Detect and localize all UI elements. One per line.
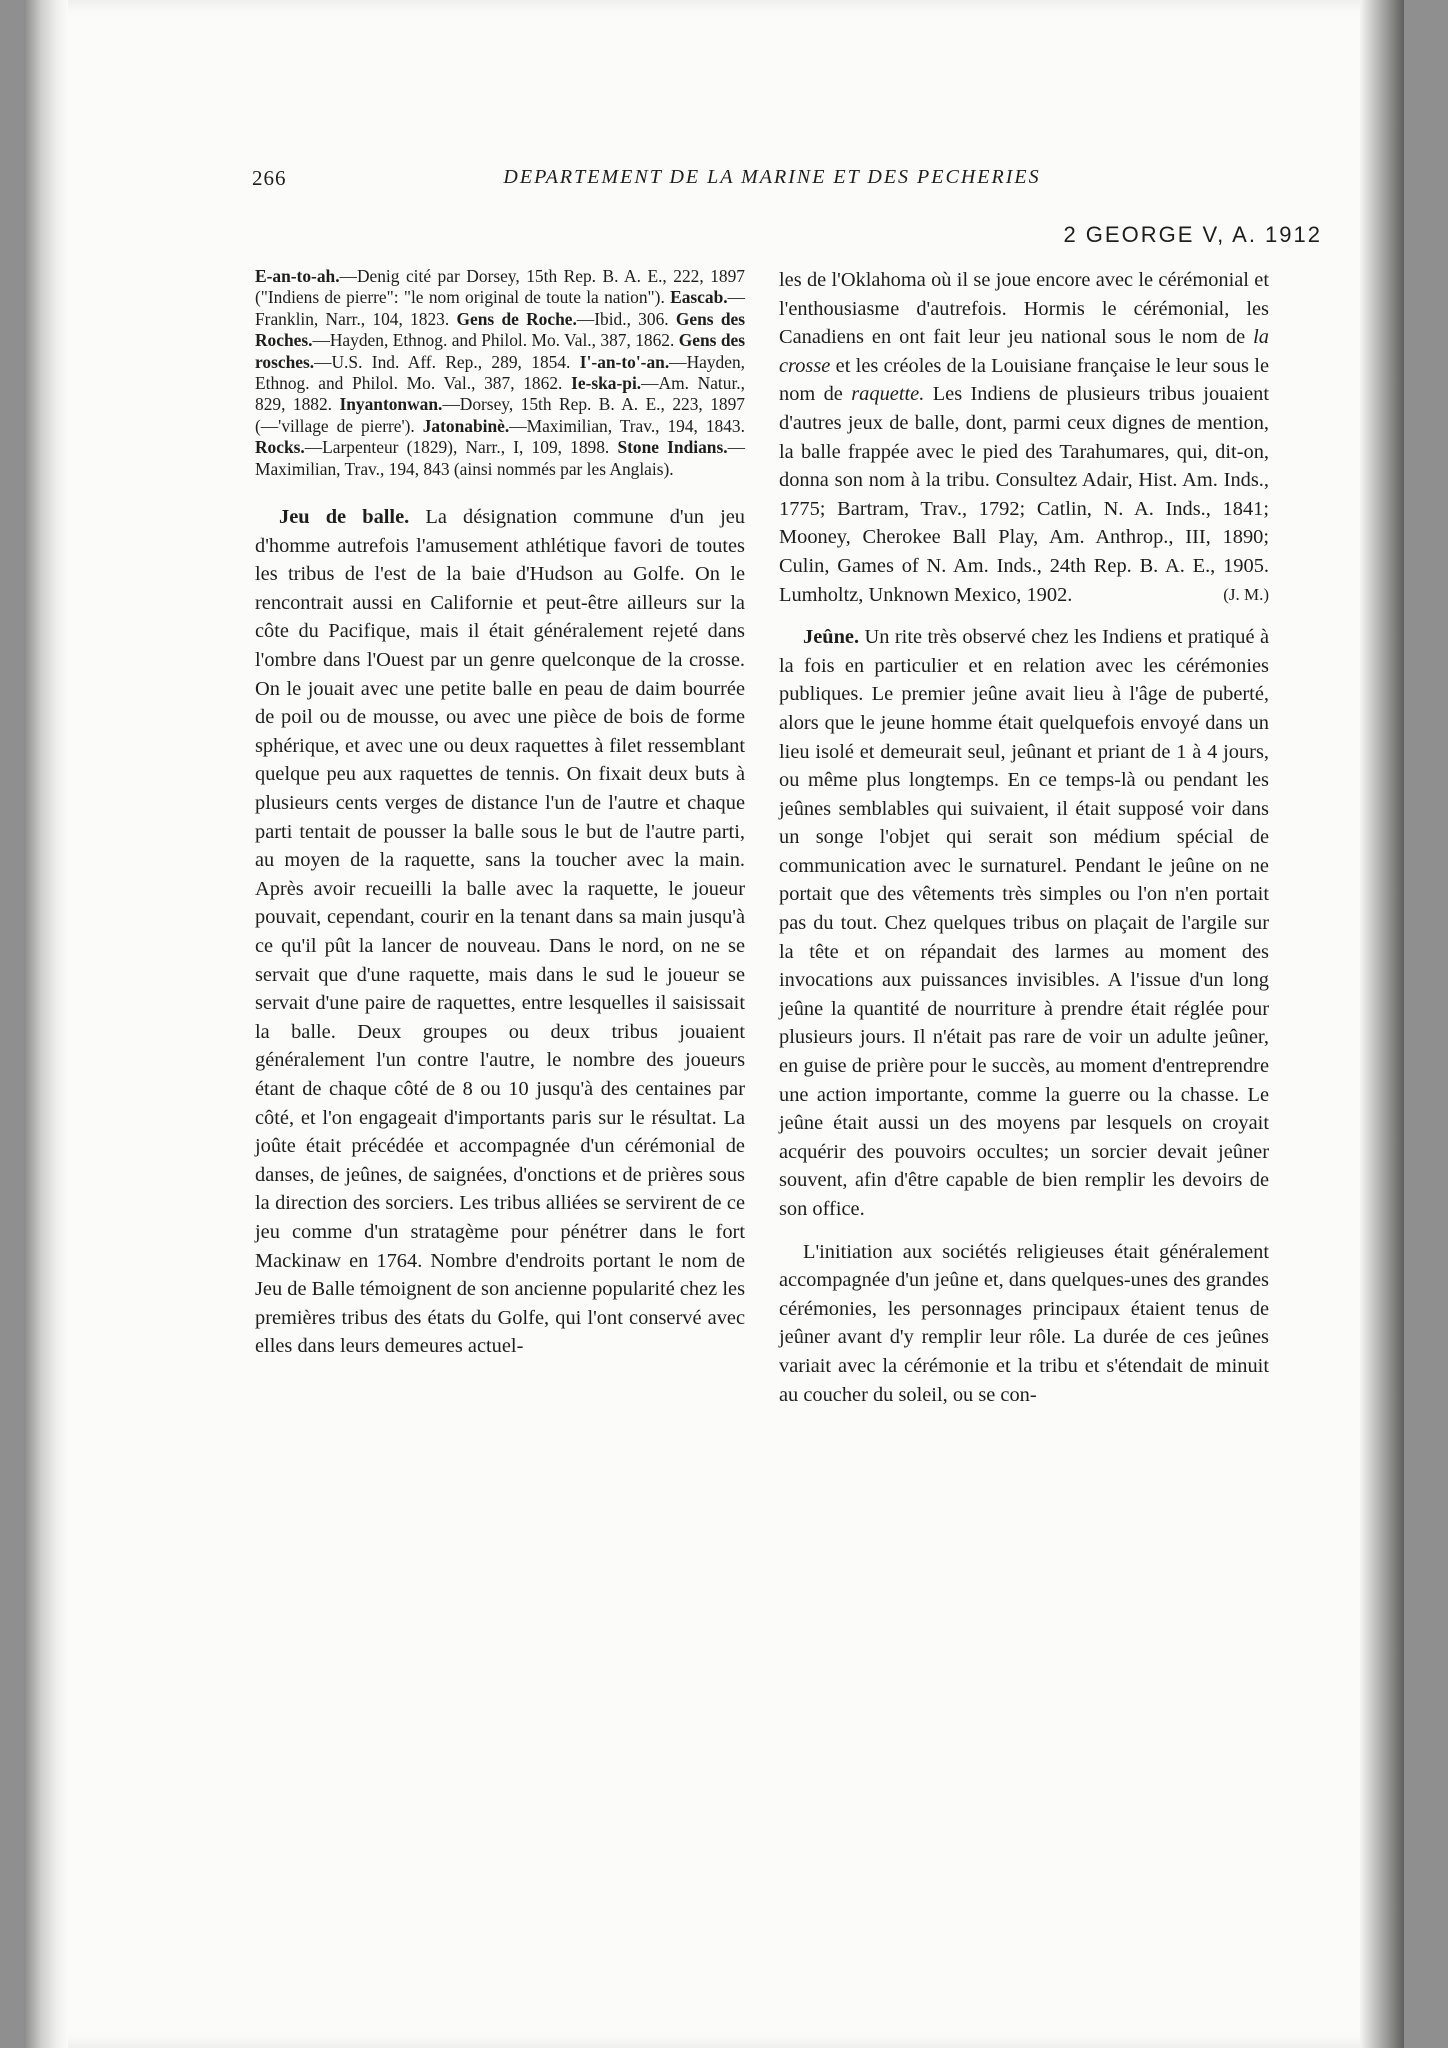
synonym-ref: —U.S. Ind. Aff. Rep., 289, 1854.: [314, 351, 571, 372]
synonym-term: Jatonabinè.: [422, 415, 510, 436]
entry-body: Les Indiens de plusieurs tribus jouaient d'autres jeux de balle, dont, parmi ceux dignes de mention, la balle frappée avec le pied des Tarahumares, qui, dit-on, donna son nom à la tribu. Consultez Adair, Hist. Am. Inds., 1775; Bartram, Trav., 1792; Catlin, N. A. Inds., 1841; Mooney, Cherokee Ball Play, Am. Anthrop., III, 1890; Culin, Games of N. Am. Inds., 24th Rep. B. A. E., 1905. Lumholtz, Unknown Mexico, 1902.: [779, 383, 1269, 606]
synonym-ref: —Denig cité par Dorsey, 15th Rep. B. A. E., 222, 1897 ("Indiens de pierre": "le nom original de toute la nation").: [255, 266, 745, 308]
jeu-de-balle-continuation: [779, 266, 1269, 609]
synonym-ref: —Franklin, Narr., 104, 1823.: [255, 287, 745, 329]
synonym-term: Eascab.: [670, 287, 728, 308]
synonym-ref: —Dorsey, 15th Rep. B. A. E., 223, 1897 (—'village de pierre').: [255, 394, 745, 436]
synonym-ref: —Larpenteur (1829), Narr., I, 109, 1898.: [304, 437, 610, 458]
session-label: 2 GEORGE V, A. 1912: [1063, 222, 1322, 247]
entry-body: Un rite très observé chez les Indiens et pratiqué à la fois en particulier et en relation avec les cérémonies publiques. Le premier jeûne avait lieu à l'âge de puberté, alors que le jeune homme était quelquefois envoyé dans un lieu isolé et demeurait seul, jeûnant et priant de 1 à 4 jours, ou même plus longtemps. En ce temps-là ou pendant les jeûnes semblables qui suivaient, il était supposé voir dans un songe l'objet qui serait son médium spécial de communication avec le surnaturel. Pendant le jeûne on ne portait que des vêtements très simples ou l'on n'en portait pas du tout. Chez quelques tribus on plaçait de l'argile sur la tête et on répandait des larmes au moment des invocations aux puissances invisibles. A l'issue d'un long jeûne la quantité de nourriture à prendre était réglée pour plusieurs jours. Il n'était pas rare de voir un adulte jeûner, en guise de prière pour le succès, au moment d'entreprendre une action importante, comme la guerre ou la chasse. Le jeûne était aussi un des moyens par lesquels on croyait acquérir des pouvoirs occultes; un sorcier devait jeûner souvent, afin d'être capable de bien remplir les devoirs de son office.: [779, 626, 1269, 1220]
jeune-entry: [779, 623, 1269, 1223]
synonym-entry: [423, 416, 745, 436]
book-spine-edge: [1360, 0, 1404, 2048]
entry-body: et les créoles de la Louisiane française le leur sous le nom de: [779, 354, 1269, 406]
jeu-de-balle-entry: [255, 503, 745, 1361]
entry-body: les de l'Oklahoma où il se joue encore avec le cérémonial et l'enthousiasme d'autrefois. Hormis le cérémonial, les Canadiens en ont fait leur jeu national sous le nom de: [779, 269, 1269, 349]
entry-heading: Jeûne.: [803, 626, 860, 649]
synonym-ref: —Maximilian, Trav., 194, 843 (ainsi nommés par les Anglais).: [255, 437, 745, 479]
synonym-term: I'-an-to'-an.: [579, 351, 670, 372]
page-number: 266: [252, 166, 287, 190]
right-column: [779, 266, 1269, 1423]
synonym-entry: [255, 437, 609, 457]
synonym-ref: —Maximilian, Trav., 194, 1843.: [509, 415, 745, 436]
entry-body: La désignation commune d'un jeu d'homme autrefois l'amusement athlétique favori de toutes les tribus de l'est de la baie d'Hudson au Golfe. On le rencontrait aussi en Californie et peut-être ailleurs sur la côte du Pacifique, mais il était généralement rejeté dans l'ombre dans l'Ouest par un genre quelconque de la crosse. On le jouait avec une petite balle en peau de daim bourrée de poil ou de mousse, ou avec une pièce de bois de forme sphérique, et avec une ou deux raquettes à filet ressemblant quelque peu aux raquettes de tennis. On fixait deux buts à plusieurs cents verges de distance l'un de l'autre et chaque parti tentait de pousser la balle sous le but de l'autre parti, au moyen de la raquette, sans la toucher avec la main. Après avoir recueilli la balle avec la raquette, le joueur pouvait, cependant, courir en la tenant dans sa main jusqu'à ce qu'il pût la lancer de nouveau. Dans le nord, on ne se servait que d'une raquette, mais dans le sud le joueur se servait d'une paire de raquettes, entre lesquelles il saisissait la balle. Deux groupes ou deux tribus jouaient généralement l'un contre l'autre, le nombre des joueurs étant de chaque côté de 8 ou 10 jusqu'à des centaines par côté, et l'on engageait d'importants paris sur le résultat. La joûte était précédée et accompagnée d'un cérémonial de danses, de jeûnes, de saignées, d'onctions et de prières sous la direction des sorciers. Les tribus alliées se servirent de ce jeu comme d'un stratagème pour pénétrer dans le fort Mackinaw en 1764. Nombre d'endroits portant le nom de Jeu de Balle témoignent de son ancienne popularité chez les premières tribus des états du Golfe, qui l'ont conservé avec elles dans leurs demeures actuel-: [255, 506, 745, 1358]
initiation-paragraph: L'initiation aux sociétés religieuses était généralement accompagnée d'un jeûne et, dans quelques-unes des grandes cérémonies, les personnages principaux étaient tenus de jeûner avant d'y remplir leur rôle. La durée de ces jeûnes variait avec la cérémonie et la tribu et s'étendait de minuit au coucher du soleil, ou se con-: [779, 1240, 1269, 1406]
entry-heading: Jeu de balle.: [279, 506, 410, 529]
running-head: [252, 166, 1292, 200]
synonymy-block: [255, 266, 745, 480]
synonym-term: Stone Indians.: [617, 437, 728, 458]
synonym-term: Gens de Roche.: [456, 308, 577, 329]
synonym-term: Inyantonwan.: [339, 394, 443, 415]
synonym-ref: —Hayden, Ethnog. and Philol. Mo. Val., 387, 1862.: [312, 330, 675, 351]
synonym-term: Rocks.: [255, 437, 305, 458]
synonym-entry: [457, 309, 669, 329]
italic-term: la crosse: [779, 326, 1269, 377]
running-title: DEPARTEMENT DE LA MARINE ET DES PECHERIES: [503, 166, 1041, 188]
synonym-term: Gens des rosches.: [255, 330, 745, 372]
synonym-term: Gens des Roches.: [255, 308, 745, 351]
synonym-term: E-an-to-ah.: [255, 266, 340, 286]
left-column: [255, 266, 745, 1375]
synonym-ref: —Hayden, Ethnog. and Philol. Mo. Val., 387, 1862.: [255, 351, 745, 394]
synonym-ref: —Am. Natur., 829, 1882.: [255, 373, 745, 415]
synonym-term: Ie-ska-pi.: [571, 373, 642, 394]
synonym-ref: —Ibid., 306.: [576, 308, 669, 329]
book-gutter: [24, 0, 68, 2048]
italic-term: raquette.: [851, 383, 925, 406]
author-initials: (J. M.): [1223, 584, 1269, 604]
